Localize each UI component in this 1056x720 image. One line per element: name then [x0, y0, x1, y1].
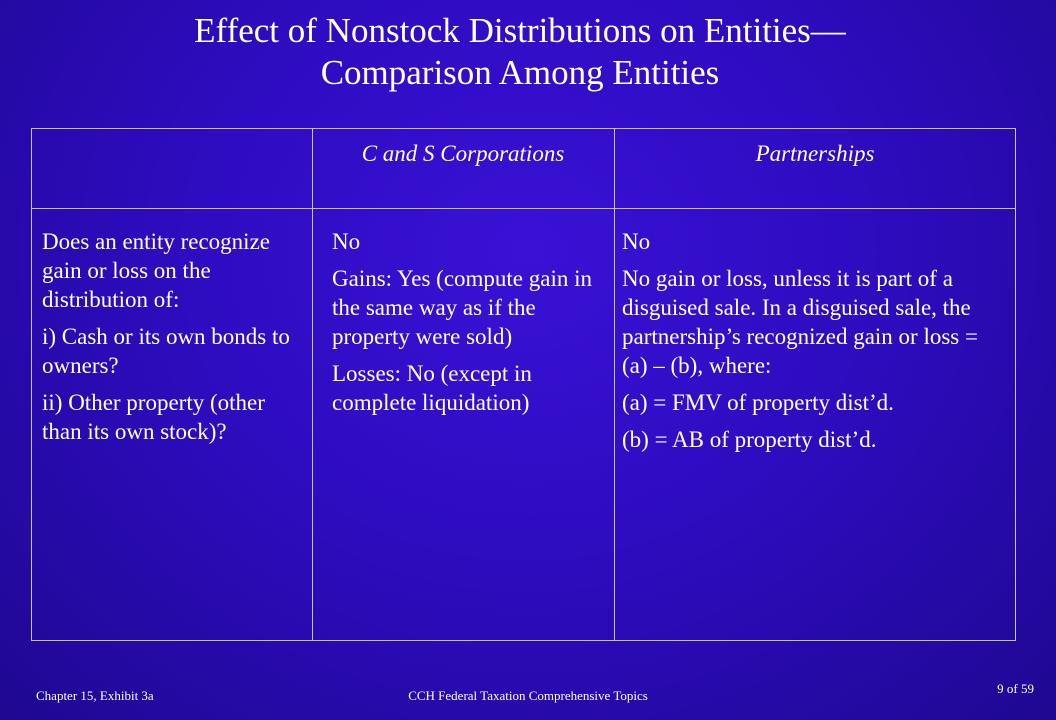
partnerships-cell	[622, 227, 1006, 462]
footer-chapter: Chapter 15, Exhibit 3a	[36, 688, 154, 703]
partnerships-answer-i: No	[622, 229, 651, 254]
title-line-1: Effect of Nonstock Distributions on Entities—	[194, 11, 846, 50]
footer-course: CCH Federal Taxation Comprehensive Topics	[408, 688, 648, 703]
question-part-i: i) Cash or its own bonds to owners?	[42, 324, 290, 378]
question-text: Does an entity recognize gain or loss on the distribution of:	[42, 229, 270, 312]
slide-title	[0, 10, 1040, 94]
corporations-losses: Losses: No (except in complete liquidation)	[332, 361, 532, 415]
partnerships-answer-ii: No gain or loss, unless it is part of a disguised sale. In a disguised sale, the partnership’s recognized gain or loss = (a) – (b), where:	[622, 266, 978, 378]
corporations-gains: Gains: Yes (compute gain in the same way as if the property were sold)	[332, 266, 593, 349]
title-line-2: Comparison Among Entities	[320, 53, 720, 92]
comparison-table	[31, 128, 1016, 641]
partnerships-formula-b: (b) = AB of property dist’d.	[622, 427, 877, 452]
column-divider	[614, 129, 615, 640]
column-divider	[312, 129, 313, 640]
header-divider	[32, 208, 1015, 209]
question-cell	[42, 227, 302, 454]
header-partnerships: Partnerships	[755, 141, 875, 166]
question-part-ii: ii) Other property (other than its own stock)?	[42, 390, 265, 444]
header-corporations: C and S Corporations	[361, 141, 565, 166]
partnerships-formula-a: (a) = FMV of property dist’d.	[622, 390, 894, 415]
corporations-answer-i: No	[332, 229, 361, 254]
corporations-cell	[332, 227, 608, 425]
footer-page-number: 9 of 59	[997, 681, 1034, 696]
